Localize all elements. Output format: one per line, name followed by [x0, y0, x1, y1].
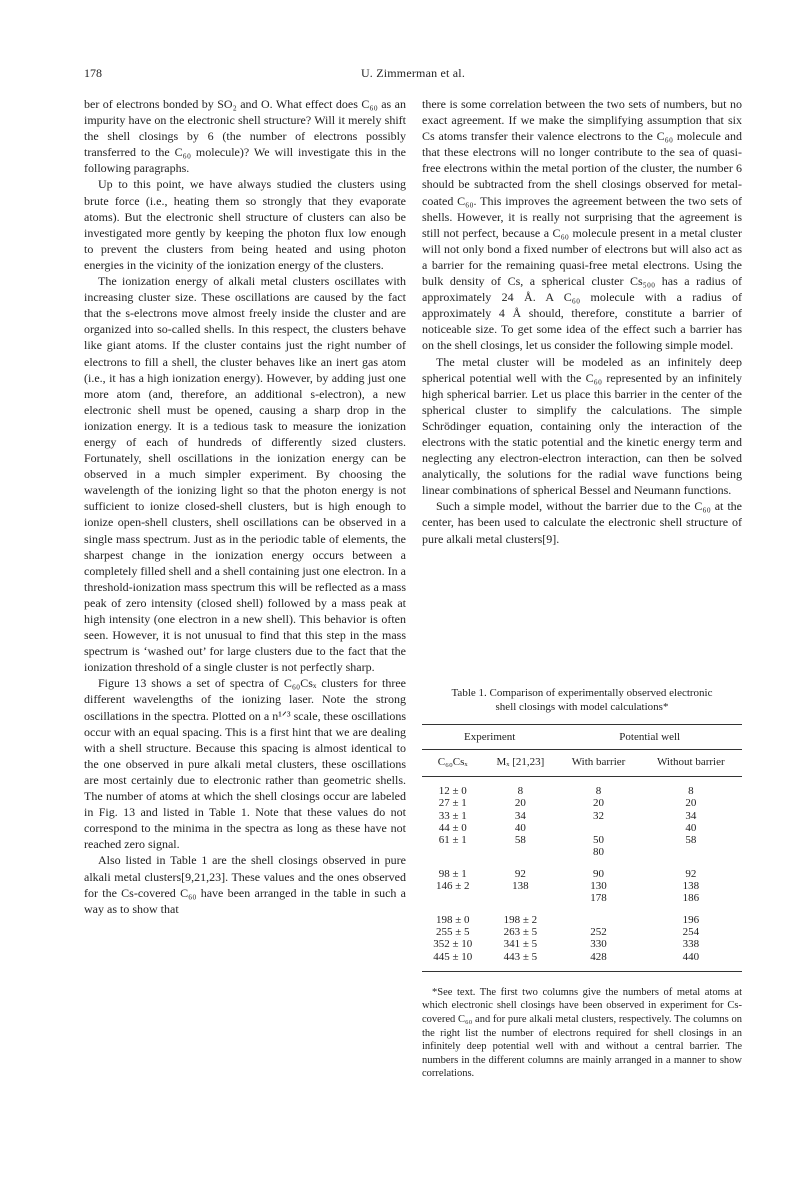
- table-caption-line: Table 1. Comparison of experimentally observed electronic: [451, 687, 713, 699]
- table-cell: 352 ± 10: [433, 938, 473, 951]
- table-row: [422, 834, 742, 846]
- table-cell: 20: [685, 797, 697, 810]
- table-1: [422, 686, 742, 1092]
- table-caption-line: shell closings with model calculations*: [495, 701, 669, 713]
- table-cell: 341 ± 5: [503, 938, 538, 951]
- table-cell: [422, 892, 483, 904]
- table-cell: [640, 846, 742, 858]
- table-cell: 33 ± 1: [438, 809, 467, 822]
- paragraph: The ionization energy of alkali metal clusters oscillates with increasing cluster size. These oscillations are caused by the fact that the s-electrons move almost freely inside the cluster and are organized into so-called shells. In this respect, the clusters behave like giant atoms. If the cluster contains just the right number of electrons to fill a shell, the cluster behaves like an inert gas atom (i.e., it has a high ionization energy). However, by adding just one more atom (and, therefore, an additional s-electron), a new electronic shell must be opened, causing a sharp drop in the ionization energy. It is a tedious task to measure the ionization energy of each of hundreds of differently sized clusters. Fortunately, shell oscillations in the ionization energy can be observed in a much simpler experiment. By choosing the wavelength of the ionizing light so that the photon energy is not sufficient to ionize closed-shell clusters, but is high enough to ionize open-shell clusters, shell oscillations can be observed in a single mass spectrum. Just as in the periodic table of elements, the sharpest change in the ionization energy occurs between a completely filled shell and a shell containing just one electron. In a threshold-ionization mass spectrum this will be reflected as a mass peak of zero intensity (closed shell) followed by a mass peak at high intensity (one electron in a new shell). This behavior is often seen. However, it is not unusual to find that this step in the mass spectrum is ‘washed out’ for large clusters due to the fact that the ionization threshold of a single cluster is not perfectly sharp.: [84, 274, 406, 675]
- table-cell: 40: [514, 821, 526, 834]
- table-cell: 32: [593, 809, 605, 822]
- table-cell: 92: [685, 867, 697, 880]
- table-cell: 196: [682, 913, 700, 926]
- table-row: [422, 846, 742, 858]
- table-row: [422, 951, 742, 972]
- table-cell: 428: [557, 951, 639, 972]
- table-cell: 20: [593, 797, 605, 810]
- page-header: [84, 66, 742, 82]
- column-header: Mₓ [21,23]: [483, 750, 557, 777]
- paragraph: Also listed in Table 1 are the shell closings observed in pure alkali metal clusters[9,21,23]. These values and the ones observed for the Cs-covered C₆₀ have been arranged in the table in such a way as to show that: [84, 853, 406, 916]
- table-row: [422, 880, 742, 892]
- table-row: [422, 859, 742, 880]
- table-cell: 8: [517, 785, 524, 797]
- table-cell: 40: [685, 821, 697, 834]
- table-cell: 263 ± 5: [503, 925, 538, 938]
- table-cell: 198 ± 2: [503, 913, 538, 926]
- table-cell: [422, 846, 483, 858]
- table-cell: 92: [514, 867, 526, 880]
- table-cell: 27 ± 1: [438, 797, 467, 810]
- group-header-potential: Potential well: [557, 725, 742, 750]
- table-cell: 90: [593, 867, 605, 880]
- group-header-experiment: Experiment: [422, 725, 557, 750]
- table-footnote: *See text. The first two columns give the numbers of metal atoms at which electronic shell closings have been observed in experiment for Cs-covered C₆₀ and for pure alkali metal clusters, respectively. The columns on the right list the number of electrons required for shell closings in an infinitely deep potential well with and without a central barrier. The numbers in the different columns are mainly arranged in a manner to show correlations.: [422, 986, 742, 1080]
- table-cell: 138: [682, 880, 700, 893]
- table-caption: [422, 686, 742, 714]
- table-cell: 338: [682, 938, 700, 951]
- table-row: [422, 892, 742, 904]
- table-row: [422, 810, 742, 822]
- table-cell: 80: [593, 846, 605, 859]
- table-cell: 146 ± 2: [435, 880, 470, 893]
- paragraph: ber of electrons bonded by SO₂ and O. What effect does C₆₀ as an impurity have on the electronic shell structure? Will it merely shift the shell closings by 6 (the number of electrons possibly transferred to the C₆₀ molecule)? We will investigate this in the following paragraphs.: [84, 97, 406, 176]
- table-cell: 50: [593, 834, 605, 847]
- table-cell: 12 ± 0: [438, 785, 467, 797]
- table-cell: 445 ± 10: [422, 951, 483, 972]
- table-cell: 8: [595, 785, 602, 797]
- table-cell: [483, 846, 557, 858]
- table-cell: 252: [590, 925, 607, 938]
- table-cell: 440: [640, 951, 742, 972]
- table-row: [422, 938, 742, 950]
- table-cell: [557, 822, 639, 834]
- table-cell: 130: [590, 880, 607, 893]
- table-cell: 44 ± 0: [438, 821, 467, 834]
- table-cell: 330: [590, 938, 607, 951]
- running-head: U. Zimmerman et al.: [360, 66, 466, 80]
- paragraph: Up to this point, we have always studied the clusters using brute force (i.e., heating them so strongly that they evaporate atoms). But the electronic shell structure of clusters can also be investigated more gently by keeping the photon flux low enough to prevent the clusters from being heated and using photon energies in the vicinity of the ionization energy of the clusters.: [84, 177, 406, 272]
- table-cell: 254: [682, 925, 700, 938]
- shell-closings-table: [422, 724, 742, 972]
- table-cell: 443 ± 5: [483, 951, 557, 972]
- table-row: [422, 797, 742, 809]
- table-row: [422, 905, 742, 926]
- table-cell: 34: [685, 809, 697, 822]
- table-cell: 58: [685, 834, 697, 847]
- left-column: [84, 96, 406, 917]
- table-row: [422, 777, 742, 798]
- table-cell: 186: [682, 892, 700, 905]
- table-row: [422, 926, 742, 938]
- table-cell: 20: [514, 797, 526, 810]
- column-header: C₆₀Csₓ: [422, 750, 483, 777]
- right-column: [422, 96, 742, 547]
- table-cell: 255 ± 5: [435, 925, 470, 938]
- table-cell: 34: [514, 809, 526, 822]
- table-cell: [483, 892, 557, 904]
- table-cell: 58: [514, 834, 526, 847]
- page-number: 178: [84, 66, 102, 80]
- table-cell: [557, 905, 639, 926]
- paragraph: Such a simple model, without the barrier due to the C₆₀ at the center, has been used to calculate the electronic shell structure of pure alkali metal clusters[9].: [422, 499, 742, 546]
- table-row: [422, 822, 742, 834]
- table-cell: 178: [590, 892, 607, 905]
- table-cell: 8: [688, 785, 694, 797]
- table-cell: 198 ± 0: [435, 913, 470, 926]
- table-cell: 61 ± 1: [438, 834, 467, 847]
- paragraph: Figure 13 shows a set of spectra of C₆₀Csₓ clusters for three different wavelengths of the ionizing laser. Note the strong oscillations in the spectra. Plotted on a n¹ᐟ³ scale, these oscillations occur with an equal spacing. This is a first hint that we are dealing with a shell structure. Because this spacing is almost identical to the one observed in pure alkali metal clusters, these oscillations are most certainly due to electronic rather than geometric shells. The number of atoms at which the shell closings occur are labeled in Fig. 13 and listed in Table 1. Note that these values do not correspond to the minima in the spectra as long as these have not reached zero signal.: [84, 676, 406, 852]
- column-header: With barrier: [557, 750, 639, 777]
- paragraph: there is some correlation between the two sets of numbers, but no exact agreement. If we make the simplifying assumption that six Cs atoms transfer their valence electrons to the C₆₀ molecule and that these electrons will no longer contribute to the sea of quasi-free electrons within the metal portion of the cluster, the number 6 should be subtracted from the shell closings observed for metal-coated C₆₀. This improves the agreement between the two sets of shells. However, it is really not surprising that the agreement is still not perfect, because a C₆₀ molecule present in a metal cluster will not only bond a fixed number of electrons but will also act as a barrier for the remaining quasi-free metal electrons. Using the bulk density of Cs, a spherical cluster Cs₅₀₀ has a radius of approximately 24 Å. A C₆₀ molecule with a radius of approximately 4 Å should, therefore, constitute a barrier of noticeable size. To get some idea of the effect such a barrier has on the shell closings, let us consider the following simple model.: [422, 97, 742, 353]
- table-cell: 138: [512, 880, 529, 893]
- paragraph: The metal cluster will be modeled as an infinitely deep spherical potential well with the C₆₀ represented by an infinitely high spherical barrier. Let us place this barrier in the center of the spherical cluster to simplify the calculations. The simple Schrödinger equation, containing only the interaction of the electrons with the static potential and the kinetic energy term and neglecting any electron-electron interaction, can then be solved analytically, the solutions for the radial wave functions being linear combinations of spherical Bessel and Neumann functions.: [422, 354, 742, 498]
- column-header: Without barrier: [640, 750, 742, 777]
- table-cell: 98 ± 1: [438, 867, 467, 880]
